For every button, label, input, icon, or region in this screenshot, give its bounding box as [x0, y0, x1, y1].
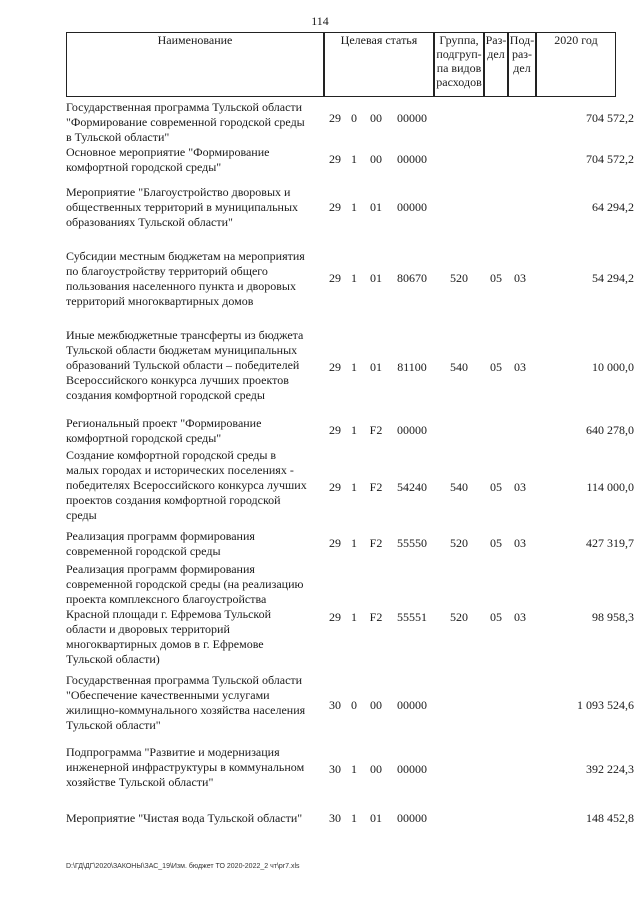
header-name: Наименование [66, 32, 324, 97]
row-amount: 64 294,2 [592, 200, 634, 214]
row-program: 29 [329, 200, 341, 214]
row-section: 05 [490, 360, 502, 374]
row-program: 29 [329, 111, 341, 125]
row-direction: 00000 [397, 762, 427, 776]
row-program: 29 [329, 480, 341, 494]
header-subsection: Под- раз- дел [508, 32, 536, 97]
row-name: Государственная программа Тульской области "Формирование современной городской среды в Тульской области" [66, 100, 305, 144]
row-expense-group: 520 [450, 536, 468, 550]
row-measure: F2 [369, 610, 383, 624]
row-name: Реализация программ формирования современной городской среды [66, 529, 255, 558]
row-subprogram: 1 [351, 536, 357, 550]
row-amount: 10 000,0 [592, 360, 634, 374]
row-measure: 01 [370, 811, 382, 825]
row-subprogram: 1 [351, 200, 357, 214]
row-expense-group: 540 [450, 360, 468, 374]
row-direction: 54240 [397, 480, 427, 494]
row-expense-group: 540 [450, 480, 468, 494]
row-program: 29 [329, 360, 341, 374]
row-program: 29 [329, 536, 341, 550]
row-name: Мероприятие "Чистая вода Тульской области" [66, 811, 303, 825]
row-section: 05 [490, 480, 502, 494]
row-subprogram: 1 [351, 271, 357, 285]
row-expense-group: 520 [450, 271, 468, 285]
row-measure: 00 [370, 762, 382, 776]
header-target-article: Целевая статья [324, 32, 434, 97]
row-name: Иные межбюджетные трансферты из бюджета Тульской области бюджетам муниципальных образований Тульской области – победителей Всероссийского конкурса лучших проектов создания комфортной городской среды [66, 328, 304, 402]
row-name: Создание комфортной городской среды в малых городах и исторических поселениях - победителях Всероссийского конкурса лучших проектов создания комфортной городской среды [66, 448, 307, 522]
row-measure: 00 [370, 111, 382, 125]
row-direction: 00000 [397, 698, 427, 712]
row-measure: 01 [370, 360, 382, 374]
row-subsection: 03 [514, 536, 526, 550]
header-group: Группа, подгруп- па видов расходов [434, 32, 484, 97]
row-measure: 01 [370, 200, 382, 214]
row-subprogram: 1 [351, 762, 357, 776]
row-subprogram: 1 [351, 423, 357, 437]
row-subsection: 03 [514, 271, 526, 285]
row-subprogram: 1 [351, 152, 357, 166]
row-direction: 00000 [397, 111, 427, 125]
row-subprogram: 0 [351, 698, 357, 712]
row-name: Подпрограмма "Развитие и модернизация инженерной инфраструктуры в коммунальном хозяйстве Тульской области" [66, 745, 305, 789]
row-direction: 81100 [397, 360, 427, 374]
row-amount: 54 294,2 [592, 271, 634, 285]
row-program: 30 [329, 811, 341, 825]
row-direction: 55551 [397, 610, 427, 624]
row-subprogram: 1 [351, 480, 357, 494]
row-direction: 00000 [397, 811, 427, 825]
row-measure: F2 [369, 480, 383, 494]
row-name: Субсидии местным бюджетам на мероприятия по благоустройству территорий общего пользования населенного пункта и дворовых территорий многоквартирных домов [66, 249, 305, 308]
header-year: 2020 год [536, 32, 616, 97]
row-amount: 114 000,0 [586, 480, 634, 494]
page-number: 114 [311, 14, 329, 28]
row-name: Государственная программа Тульской области "Обеспечение качественными услугами жилищно-коммунального хозяйства населения Тульской области" [66, 673, 306, 732]
row-measure: F2 [369, 423, 383, 437]
file-path-footer: D:\ГД\ДГ\2020\ЗАКОНЫ\ЗАС_19\Изм. бюджет ТО 2020-2022_2 чт\pr7.xls [66, 863, 300, 870]
row-subprogram: 1 [351, 610, 357, 624]
row-section: 05 [490, 536, 502, 550]
row-program: 30 [329, 698, 341, 712]
row-direction: 00000 [397, 200, 427, 214]
row-subprogram: 1 [351, 811, 357, 825]
row-expense-group: 520 [450, 610, 468, 624]
row-amount: 392 224,3 [586, 762, 634, 776]
header-section: Раз- дел [484, 32, 508, 97]
row-name: Реализация программ формирования современной городской среды (на реализацию проекта комплексного благоустройства Красной площади г. Ефремова Тульской области и дворовых территорий многоквартирных домов в г. Ефремове Тульской области) [66, 562, 304, 666]
row-program: 29 [329, 271, 341, 285]
row-measure: 00 [370, 152, 382, 166]
row-amount: 427 319,7 [586, 536, 634, 550]
row-subprogram: 0 [351, 111, 357, 125]
row-name: Основное мероприятие "Формирование комфортной городской среды" [66, 145, 270, 174]
row-amount: 704 572,2 [586, 152, 634, 166]
row-name: Региональный проект "Формирование комфортной городской среды" [66, 416, 262, 445]
row-amount: 704 572,2 [586, 111, 634, 125]
row-direction: 00000 [397, 423, 427, 437]
row-section: 05 [490, 610, 502, 624]
row-program: 30 [329, 762, 341, 776]
row-amount: 640 278,0 [586, 423, 634, 437]
row-measure: 01 [370, 271, 382, 285]
row-program: 29 [329, 152, 341, 166]
row-name: Мероприятие "Благоустройство дворовых и общественных территорий в муниципальных образованиях Тульской области" [66, 185, 299, 229]
row-subsection: 03 [514, 610, 526, 624]
row-direction: 80670 [397, 271, 427, 285]
row-section: 05 [490, 271, 502, 285]
row-subprogram: 1 [351, 360, 357, 374]
row-direction: 00000 [397, 152, 427, 166]
row-amount: 98 958,3 [592, 610, 634, 624]
row-measure: F2 [369, 536, 383, 550]
row-amount: 1 093 524,6 [577, 698, 634, 712]
row-subsection: 03 [514, 360, 526, 374]
row-amount: 148 452,8 [586, 811, 634, 825]
row-subsection: 03 [514, 480, 526, 494]
row-program: 29 [329, 423, 341, 437]
row-program: 29 [329, 610, 341, 624]
row-measure: 00 [370, 698, 382, 712]
row-direction: 55550 [397, 536, 427, 550]
